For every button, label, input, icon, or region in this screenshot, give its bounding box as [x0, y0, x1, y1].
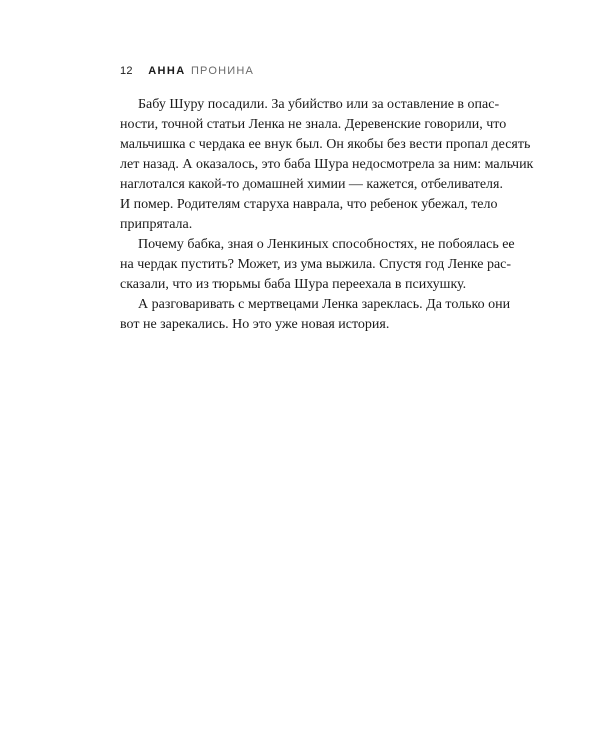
author-first-name: АННА: [148, 65, 186, 77]
body-text: [120, 95, 534, 335]
paragraph-1: [120, 95, 534, 235]
page-number: 12: [120, 65, 133, 77]
text-line: Бабу Шуру посадили. За убийство или за оставление в опас-: [138, 97, 500, 112]
text-line: ности, точной статьи Ленка не знала. Деревенские говорили, что: [120, 117, 507, 132]
paragraph-3: [120, 295, 511, 335]
text-line: Почему бабка, зная о Ленкиных способностях, не побоялась ее: [138, 237, 515, 252]
text-line: на чердак пустить? Может, из ума выжила. Спустя год Ленке рас-: [120, 257, 512, 272]
author-last-name: ПРОНИНА: [190, 65, 255, 77]
text-line: припрятала.: [120, 217, 193, 232]
running-header: [120, 64, 254, 78]
text-line: лет назад. А оказалось, это баба Шура недосмотрела за ним: мальчик: [120, 157, 534, 172]
paragraph-2: [120, 235, 515, 295]
text-line: сказали, что из тюрьмы баба Шура переехала в психушку.: [120, 277, 467, 292]
text-line: наглотался какой-то домашней химии — кажется, отбеливателя.: [120, 177, 503, 192]
text-line: вот не зарекались. Но это уже новая история.: [120, 317, 390, 332]
text-line: мальчишка с чердака ее внук был. Он якобы без вести пропал десять: [120, 137, 531, 152]
text-line: А разговаривать с мертвецами Ленка зареклась. Да только они: [138, 297, 511, 312]
text-line: И помер. Родителям старуха наврала, что ребенок убежал, тело: [120, 197, 498, 212]
